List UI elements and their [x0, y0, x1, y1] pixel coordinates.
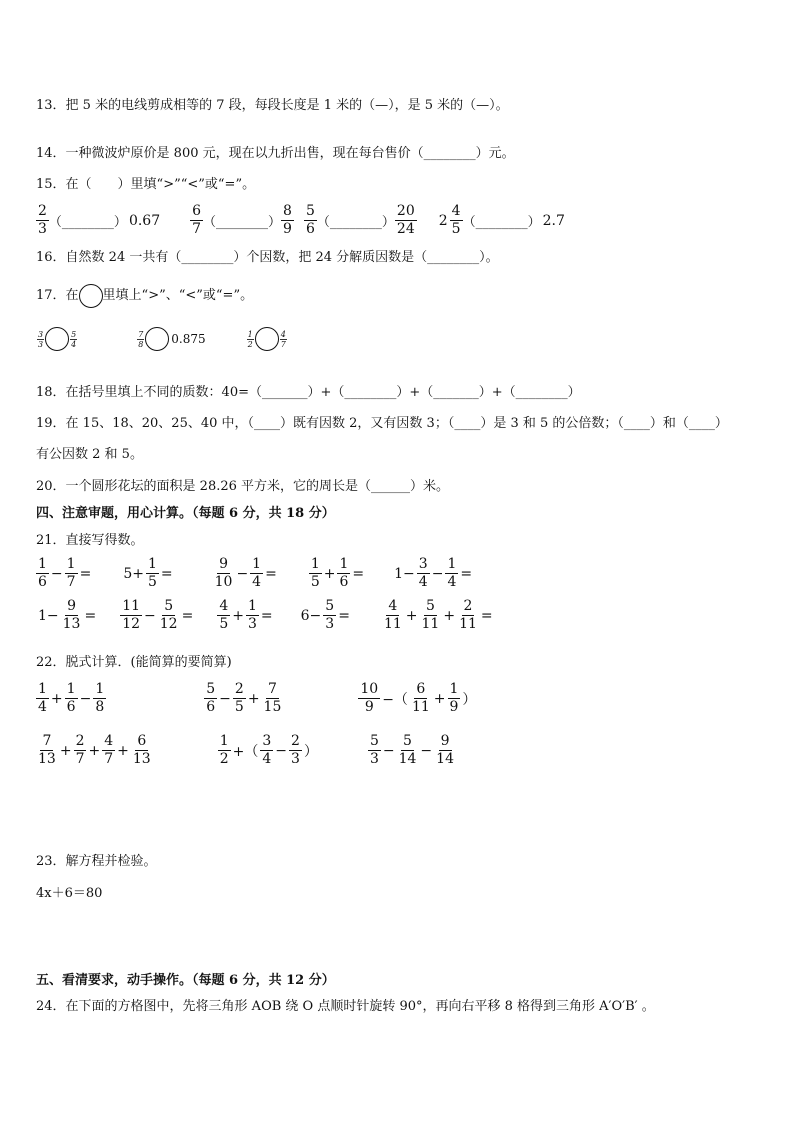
fraction	[61, 598, 83, 633]
fraction	[36, 733, 58, 768]
denominator: 15	[263, 699, 282, 715]
fraction	[309, 556, 322, 591]
compare-item	[36, 203, 162, 238]
fraction	[434, 733, 456, 768]
denominator: 2	[247, 339, 253, 349]
section5-title: 五、看清要求，动手操作。（每题 6 分，共 12 分）	[36, 973, 335, 988]
operator: −	[144, 607, 156, 624]
denominator: 13	[132, 751, 151, 767]
fraction	[131, 733, 153, 768]
expression	[36, 681, 106, 716]
expression	[204, 681, 283, 716]
equals-sign: =	[480, 607, 493, 624]
numerator: 9	[440, 733, 450, 749]
numerator: 5	[164, 598, 174, 614]
denominator: 6	[339, 574, 349, 590]
denominator: 6	[66, 699, 76, 715]
denominator: 4	[418, 574, 428, 590]
denominator: 11	[459, 616, 477, 632]
denominator: 4	[447, 574, 457, 590]
denominator: 7	[280, 339, 286, 349]
numerator: 1	[38, 556, 47, 572]
numerator: 2	[291, 733, 300, 749]
denominator: 11	[411, 699, 430, 715]
expression	[299, 598, 352, 633]
denominator: 6	[206, 699, 216, 715]
numerator: 7	[138, 329, 144, 339]
fraction	[250, 556, 263, 591]
expression	[392, 556, 474, 591]
operator: +（	[232, 743, 259, 760]
numerator: 2	[75, 733, 85, 749]
denominator: 7	[104, 751, 114, 767]
q23-stem: 23．解方程并检验。	[36, 854, 157, 869]
denominator: 13	[38, 751, 56, 767]
fraction	[358, 681, 380, 716]
circle-icon	[255, 327, 279, 351]
numerator: 4	[451, 203, 461, 219]
operator: +	[117, 742, 129, 759]
fraction	[233, 681, 246, 716]
numerator: 8	[283, 203, 292, 219]
operator: ）	[462, 691, 477, 708]
number: 0.67	[128, 212, 161, 229]
operator: −	[420, 742, 433, 759]
q21-row1	[36, 556, 474, 591]
fraction	[158, 598, 180, 633]
equals-sign: =	[460, 565, 473, 582]
fraction	[417, 556, 430, 591]
fraction	[74, 733, 87, 768]
numerator: 5	[71, 329, 77, 339]
operator: +	[88, 742, 101, 759]
equals-sign: =	[160, 565, 173, 582]
numerator: 4	[280, 329, 286, 339]
denominator: 5	[219, 616, 229, 632]
fraction	[102, 733, 115, 768]
numerator: 5	[425, 598, 435, 614]
denominator: 4	[38, 699, 47, 715]
denominator: 3	[325, 616, 335, 632]
denominator: 5	[451, 221, 461, 237]
fraction	[204, 681, 217, 716]
numerator: 1	[247, 329, 253, 339]
operator: +	[433, 690, 446, 707]
operator: +	[232, 607, 244, 624]
q17-prefix: 17．在	[36, 288, 79, 303]
fraction	[246, 330, 255, 349]
denominator: 24	[396, 221, 415, 237]
fraction	[457, 598, 479, 633]
operator: ）	[303, 743, 318, 760]
operator: +	[50, 690, 63, 707]
fraction	[368, 733, 381, 768]
fraction	[146, 556, 159, 591]
expression	[217, 598, 274, 633]
fraction	[289, 733, 302, 768]
q17-suffix: 里填上“>”、“<”或“=”。	[102, 288, 254, 303]
numerator: 1	[95, 681, 105, 697]
fraction	[260, 733, 273, 768]
expression	[358, 681, 478, 716]
operator: +	[405, 607, 418, 624]
compare-item	[36, 327, 78, 351]
q13: 13．把 5 米的电线剪成相等的 7 段，每段长度是 1 米的（—），是 5 米的（—）。	[36, 98, 509, 113]
equals-sign: =	[84, 607, 97, 624]
denominator: 11	[383, 616, 402, 632]
operator: −	[236, 565, 249, 582]
denominator: 3	[369, 751, 379, 767]
numerator: 1	[66, 556, 76, 572]
fraction	[93, 681, 106, 716]
numerator: 1	[447, 556, 457, 572]
fraction	[323, 598, 336, 633]
denominator: 12	[159, 616, 178, 632]
numerator: 3	[262, 733, 272, 749]
numerator: 9	[219, 556, 228, 572]
compare-item	[304, 203, 417, 238]
q14: 14．一种微波炉原价是 800 元，现在以九折出售，现在每台售价（________）元。	[36, 146, 515, 161]
whole-number: 2	[438, 212, 448, 229]
q19-line2: 有公因数 2 和 5。	[36, 447, 143, 462]
numerator: 1	[38, 681, 47, 697]
q21-stem: 21．直接写得数。	[36, 533, 144, 548]
q23-equation: 4x＋6＝80	[36, 886, 103, 901]
denominator: 9	[364, 699, 374, 715]
denominator: 8	[95, 699, 105, 715]
numerator: 20	[396, 203, 415, 219]
circle-icon	[45, 327, 69, 351]
denominator: 10	[214, 574, 233, 590]
denominator: 11	[421, 616, 440, 632]
numerator: 2	[38, 203, 47, 219]
numerator: 3	[38, 329, 44, 339]
q22-row2	[36, 733, 456, 768]
fraction	[246, 598, 259, 633]
fraction	[120, 598, 142, 633]
answer-blank: （________）	[316, 215, 395, 230]
denominator: 5	[147, 574, 157, 590]
denominator: 3	[291, 751, 300, 767]
numerator: 4	[388, 598, 398, 614]
denominator: 9	[283, 221, 292, 237]
denominator: 7	[75, 751, 85, 767]
numerator: 4	[104, 733, 114, 749]
numerator: 1	[339, 556, 349, 572]
expression	[382, 598, 495, 633]
fraction	[445, 556, 458, 591]
denominator: 8	[138, 339, 144, 349]
expression	[36, 556, 93, 591]
answer-blank: （________）	[203, 215, 282, 230]
q22-row1	[36, 681, 478, 716]
denominator: 12	[122, 616, 141, 632]
fraction	[337, 556, 350, 591]
numerator: 7	[268, 681, 277, 697]
q17-stem	[36, 284, 253, 308]
fraction	[136, 330, 145, 349]
fraction	[448, 681, 461, 716]
numerator: 6	[416, 681, 426, 697]
numerator: 6	[137, 733, 147, 749]
numerator: 1	[219, 733, 229, 749]
denominator: 7	[192, 221, 202, 237]
fraction	[281, 203, 294, 238]
expression	[218, 733, 320, 768]
q16: 16．自然数 24 一共有（________）个因数，把 24 分解质因数是（________）。	[36, 250, 499, 265]
numerator: 3	[418, 556, 428, 572]
fraction	[279, 330, 288, 349]
compare-item	[437, 203, 567, 238]
q20: 20．一个圆形花坛的面积是 28.26 平方米，它的周长是（______）米。	[36, 479, 450, 494]
operator: +	[59, 742, 72, 759]
fraction	[36, 330, 45, 349]
numerator: 5	[403, 733, 412, 749]
operator: +	[323, 565, 336, 582]
fraction	[65, 681, 78, 716]
q24: 24．在下面的方格图中，先将三角形 AOB 绕 O 点顺时针旋转 90°，再向右平移 8 格得到三角形 A′O′B′ 。	[36, 999, 655, 1014]
fraction	[36, 556, 49, 591]
fraction	[382, 598, 404, 633]
denominator: 13	[62, 616, 81, 632]
q21-row2	[36, 598, 495, 633]
q18: 18．在括号里填上不同的质数：40=（_______）+（________）+（_______）+（________）	[36, 385, 581, 400]
operator: −	[219, 690, 231, 707]
operator: −	[431, 565, 444, 582]
numerator: 5	[206, 681, 216, 697]
fraction	[69, 330, 78, 349]
fraction	[218, 733, 231, 768]
answer-blank: （________）	[462, 215, 541, 230]
numerator: 10	[360, 681, 379, 697]
expression	[213, 556, 279, 591]
expression	[36, 733, 153, 768]
numerator: 1	[247, 598, 257, 614]
denominator: 7	[66, 574, 76, 590]
numerator: 5	[305, 203, 315, 219]
expression	[309, 556, 366, 591]
operator: −	[79, 690, 92, 707]
numerator: 1	[449, 681, 459, 697]
denominator: 6	[38, 574, 47, 590]
operator: 5+	[123, 565, 144, 582]
denominator: 9	[449, 699, 459, 715]
numerator: 4	[219, 598, 229, 614]
operator: −	[50, 565, 63, 582]
numerator: 1	[147, 556, 157, 572]
compare-item	[190, 203, 294, 238]
numerator: 1	[310, 556, 320, 572]
denominator: 3	[38, 221, 47, 237]
q15-items	[36, 203, 567, 238]
operator: −（	[382, 691, 408, 708]
denominator: 14	[436, 751, 454, 767]
operator: −	[275, 742, 288, 759]
fraction	[65, 556, 78, 591]
fraction	[213, 556, 235, 591]
numerator: 5	[369, 733, 379, 749]
fraction	[217, 598, 230, 633]
denominator: 5	[234, 699, 244, 715]
fraction	[262, 681, 284, 716]
fraction	[395, 203, 417, 238]
fraction	[410, 681, 432, 716]
operator: 6−	[300, 607, 322, 624]
number: 0.875	[171, 332, 206, 346]
equals-sign: =	[265, 565, 277, 582]
denominator: 2	[219, 751, 229, 767]
fraction	[190, 203, 203, 238]
denominator: 5	[310, 574, 320, 590]
operator: 1−	[394, 565, 415, 582]
fraction	[36, 681, 49, 716]
section4-title: 四、注意审题，用心计算。（每题 6 分，共 18 分）	[36, 506, 335, 521]
numerator: 5	[325, 598, 335, 614]
denominator: 14	[398, 751, 417, 767]
q17-items	[36, 327, 288, 351]
numerator: 2	[463, 598, 473, 614]
equals-sign: =	[352, 565, 365, 582]
denominator: 4	[71, 339, 77, 349]
denominator: 3	[247, 616, 257, 632]
expression	[368, 733, 456, 768]
compare-item	[246, 327, 288, 351]
circle-icon	[145, 327, 169, 351]
numerator: 7	[42, 733, 52, 749]
fraction	[304, 203, 317, 238]
operator: 1−	[38, 607, 59, 624]
equals-sign: =	[260, 607, 273, 624]
denominator: 4	[252, 574, 262, 590]
denominator: 3	[38, 339, 44, 349]
operator: +	[443, 607, 456, 624]
operator: +	[247, 690, 260, 707]
numerator: 1	[252, 556, 262, 572]
denominator: 4	[262, 751, 272, 767]
equals-sign: =	[338, 607, 350, 624]
answer-blank: （________）	[48, 215, 127, 230]
numerator: 11	[122, 598, 141, 614]
q15-stem: 15．在（ ）里填“>”“<”或“=”。	[36, 177, 256, 192]
compare-item	[136, 327, 207, 351]
equals-sign: =	[181, 607, 194, 624]
fraction	[420, 598, 442, 633]
operator: −	[382, 742, 395, 759]
expression	[120, 598, 195, 633]
equals-sign: =	[79, 565, 92, 582]
circle-icon	[79, 284, 103, 308]
numerator: 2	[234, 681, 244, 697]
fraction	[36, 203, 49, 238]
number: 2.7	[542, 212, 565, 229]
expression	[121, 556, 174, 591]
q19-line1: 19．在 15、18、20、25、40 中，（____）既有因数 2，又有因数 3；（____）是 3 和 5 的公倍数；（____）和（____）	[36, 416, 728, 431]
denominator: 6	[305, 221, 315, 237]
fraction	[397, 733, 419, 768]
expression	[36, 598, 98, 633]
numerator: 1	[66, 681, 76, 697]
fraction	[450, 203, 463, 238]
numerator: 6	[192, 203, 202, 219]
numerator: 9	[67, 598, 77, 614]
q22-stem: 22．脱式计算．(能简算的要简算)	[36, 655, 232, 670]
